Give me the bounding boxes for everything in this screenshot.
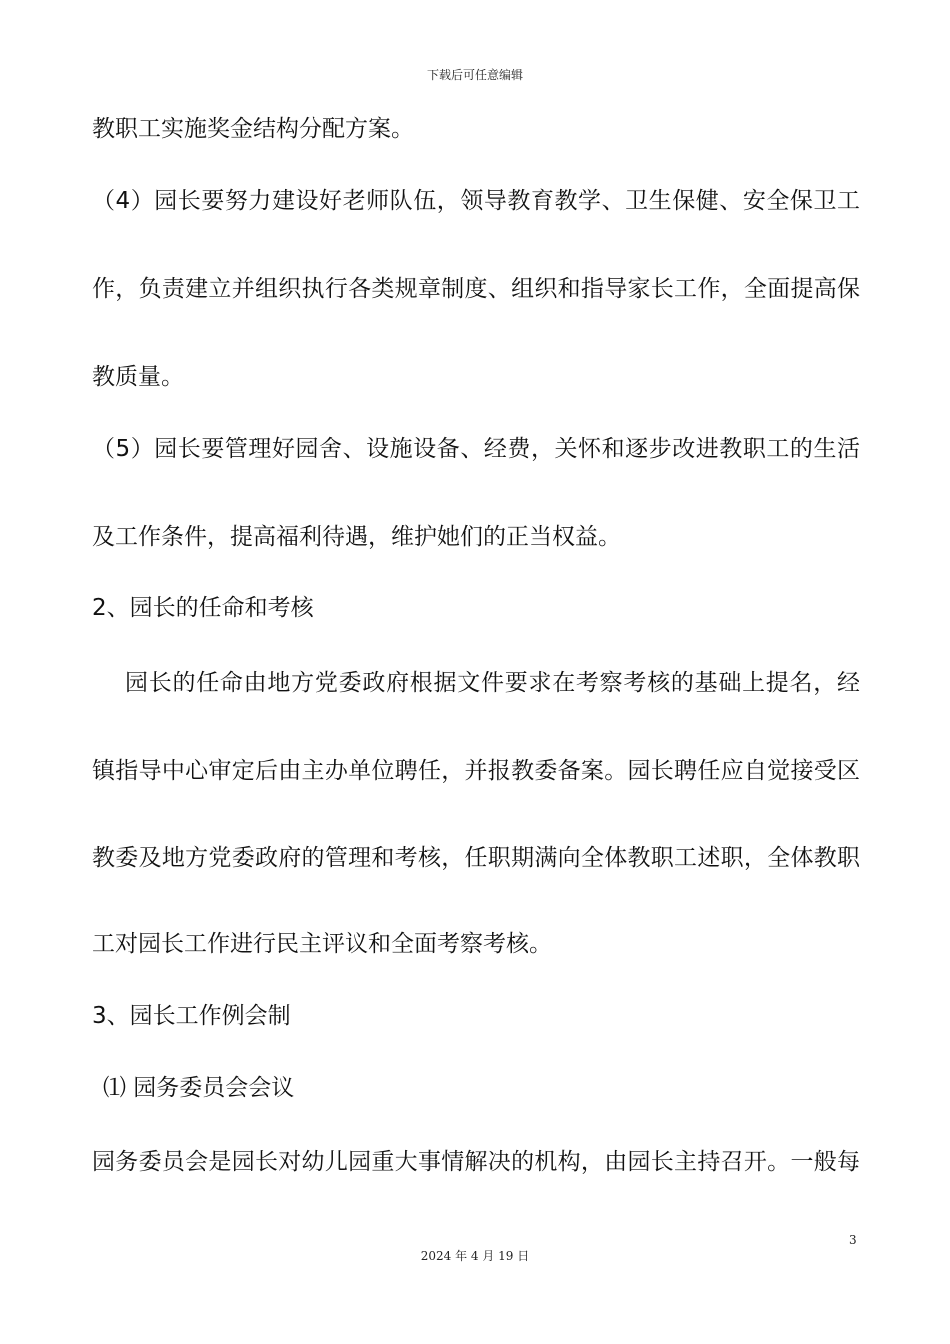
body-line-3: 作，负责建立并组织执行各类规章制度、组织和指导家长工作，全面提高保: [92, 276, 860, 302]
body-line-4: 教质量。: [92, 364, 184, 390]
body-line-6: 及工作条件，提高福利待遇，维护她们的正当权益。: [92, 524, 621, 550]
page-number: 3: [849, 1233, 857, 1247]
body-line-8: 园长的任命由地方党委政府根据文件要求在考察考核的基础上提名，经: [125, 670, 860, 696]
section-heading-2: 2、园长的任命和考核: [92, 595, 314, 621]
section-heading-3: 3、园长工作例会制: [92, 1003, 291, 1029]
body-line-2: （4）园长要努力建设好老师队伍，领导教育教学、卫生保健、安全保卫工: [92, 188, 860, 214]
body-line-1: 教职工实施奖金结构分配方案。: [92, 116, 414, 142]
page-header: 下载后可任意编辑: [426, 68, 523, 82]
body-line-5: （5）园长要管理好园舍、设施设备、经费，关怀和逐步改进教职工的生活: [92, 436, 860, 462]
subsection-heading-1: ⑴ 园务委员会会议: [103, 1075, 295, 1101]
footer-date: 2024 年 4 月 19 日: [420, 1249, 530, 1263]
body-line-14: 园务委员会是园长对幼儿园重大事情解决的机构，由园长主持召开。一般每: [92, 1149, 860, 1175]
body-line-9: 镇指导中心审定后由主办单位聘任，并报教委备案。园长聘任应自觉接受区: [92, 758, 860, 784]
body-line-10: 教委及地方党委政府的管理和考核，任职期满向全体教职工述职，全体教职: [92, 845, 860, 871]
body-line-11: 工对园长工作进行民主评议和全面考察考核。: [92, 931, 552, 957]
